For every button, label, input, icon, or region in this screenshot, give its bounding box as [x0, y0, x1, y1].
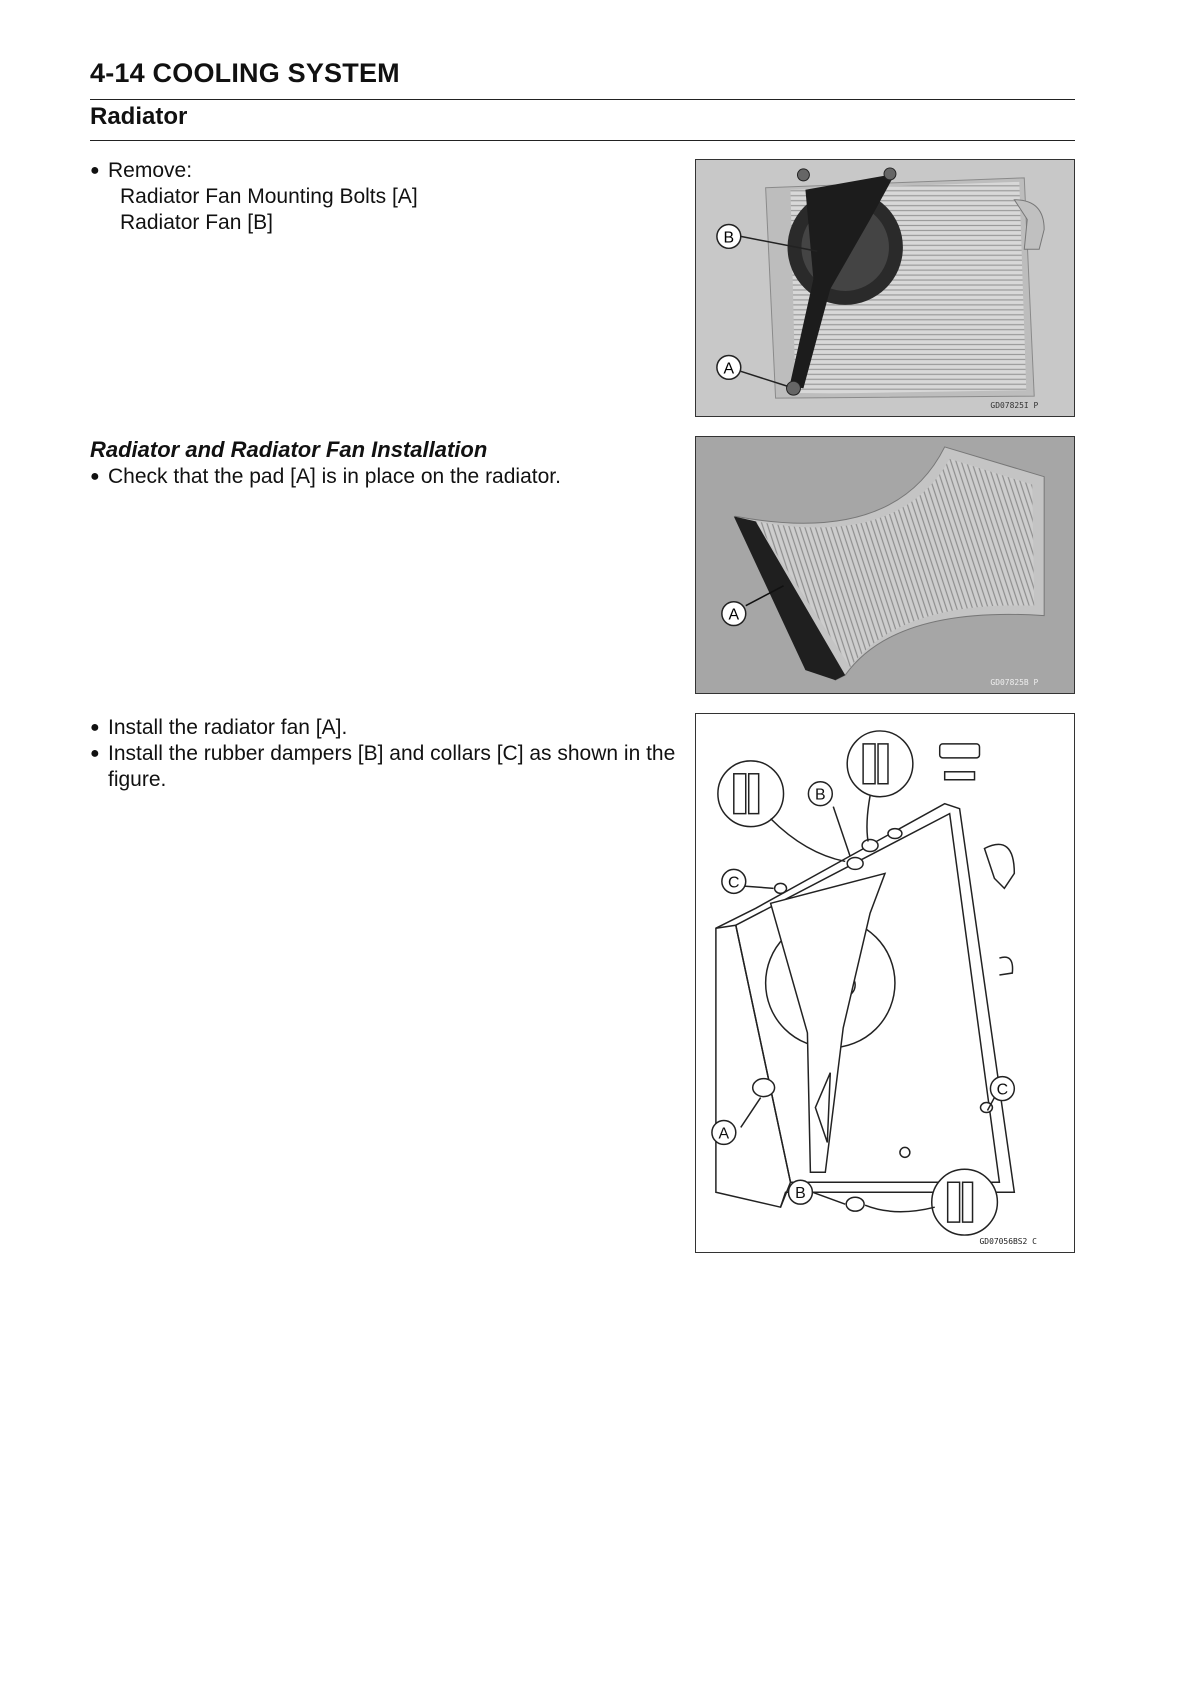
callout-c: C [728, 874, 740, 892]
bullet-icon: ● [90, 745, 100, 762]
radiator-fan-exploded-diagram [695, 713, 1075, 1253]
installation-title: Radiator and Radiator Fan Installation [90, 437, 488, 462]
callout-a: A [728, 606, 740, 624]
section-title: Radiator [90, 103, 188, 130]
figure-code: GD07825I P [990, 401, 1039, 411]
remove-item: Radiator Fan Mounting Bolts [A] [120, 185, 418, 208]
callout-a: A [723, 360, 735, 378]
callout-a: A [718, 1125, 730, 1143]
check-pad-step: Check that the pad [A] is in place on the radiator. [108, 465, 561, 488]
header-rule [90, 99, 1075, 100]
remove-lead: Remove: [108, 159, 193, 182]
callout-b: B [723, 229, 735, 247]
callout-b: B [795, 1185, 806, 1203]
remove-item: Radiator Fan [B] [120, 211, 273, 234]
remove-step [90, 158, 680, 236]
figure-code: GD07825B P [990, 678, 1039, 688]
section-rule [90, 140, 1075, 141]
install-fan-step: Install the radiator fan [A]. [108, 716, 348, 739]
bullet-icon: ● [90, 719, 100, 736]
radiator-fan-photo [695, 159, 1075, 417]
page-header-title: 4-14 COOLING SYSTEM [90, 58, 400, 88]
installation-block [90, 436, 680, 490]
bullet-icon: ● [90, 468, 100, 485]
bullet-icon: ● [90, 162, 100, 179]
radiator-pad-photo [695, 436, 1075, 694]
install-dampers-step: Install the rubber dampers [B] and collars [C] as shown in the figure. [108, 742, 676, 791]
callout-c: C [996, 1081, 1009, 1099]
figure-code: GD07056BS2 C [979, 1237, 1037, 1247]
callout-b: B [815, 786, 826, 804]
install-steps [90, 715, 680, 793]
